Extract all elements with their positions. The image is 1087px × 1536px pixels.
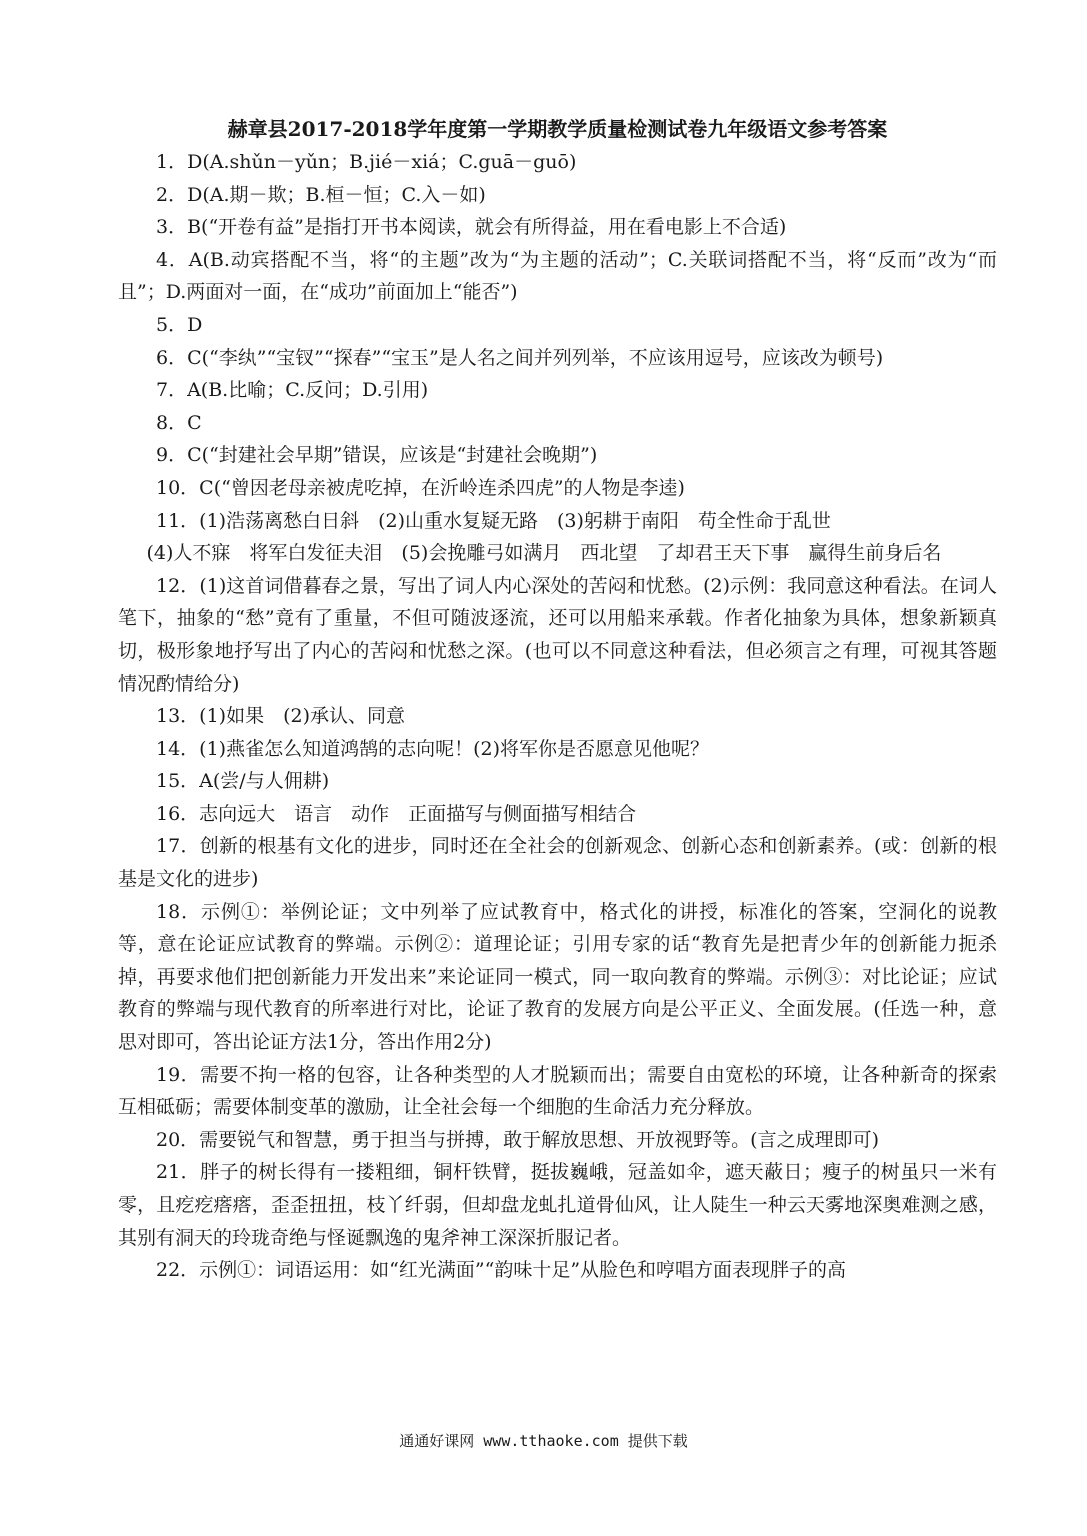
answer-item-11-continued: (4)人不寐 将军白发征夫泪 (5)会挽雕弓如满月 西北望 了却君王天下事 赢得生前身后名 (146, 542, 942, 565)
answer-list (118, 146, 997, 1287)
answer-item-16: 16．志向远大 语言 动作 正面描写与侧面描写相结合 (156, 802, 637, 825)
answer-item-9: 9．C(“封建社会早期”错误，应该是“封建社会晚期”) (156, 444, 598, 467)
answer-item-5: 5．D (156, 313, 203, 336)
answer-item-19: 19．需要不拘一格的包容，让各种类型的人才脱颖而出；需要自由宽松的环境，让各种新奇的探索互相砥砺；需要体制变革的激励，让全社会每一个细胞的生命活力充分释放。 (118, 1063, 997, 1119)
answer-item-17: 17．创新的根基有文化的进步，同时还在全社会的创新观念、创新心态和创新素养。(或：创新的根基是文化的进步) (118, 835, 997, 891)
answer-item-1: 1．D(A.shǔn－yǔn；B.jié－xiá；C.guā－guō) (156, 151, 577, 173)
answer-item-4: 4．A(B.动宾搭配不当，将“的主题”改为“为主题的活动”；C.关联词搭配不当，将“反而”改为“而且”；D.两面对一面，在“成功”前面加上“能否”) (118, 248, 997, 304)
page-title: 赫章县2017-2018学年度第一学期教学质量检测试卷九年级语文参考答案 (227, 117, 888, 141)
answer-item-13: 13．(1)如果 (2)承认、同意 (156, 705, 406, 728)
page-footer: 通通好课网 www.tthaoke.com 提供下载 (399, 1432, 688, 1450)
answer-item-12: 12．(1)这首词借暮春之景，写出了词人内心深处的苦闷和忧愁。(2)示例：我同意这种看法。在词人笔下，抽象的“愁”竟有了重量，不但可随波逐流，还可以用船来承载。作者化抽象为具体，想象新颖真切，极形象地抒写出了内心的苦闷和忧愁之深。(也可以不同意这种看法，但必须言之有理，可视其答题情况酌情给分) (118, 574, 997, 695)
answer-item-18: 18．示例①：举例论证；文中列举了应试教育中，格式化的讲授，标准化的答案，空洞化的说教等，意在论证应试教育的弊端。示例②：道理论证；引用专家的话“教育先是把青少年的创新能力扼杀掉，再要求他们把创新能力开发出来”来论证同一模式，同一取向教育的弊端。示例③：对比论证；应试教育的弊端与现代教育的所率进行对比，论证了教育的发展方向是公平正义、全面发展。(任选一种，意思对即可，答出论证方法1分，答出作用2分) (118, 900, 997, 1054)
answer-item-14: 14．(1)燕雀怎么知道鸿鹄的志向呢！(2)将军你是否愿意见他呢？ (156, 737, 710, 760)
answer-item-2: 2．D(A.期－欺；B.桓－恒；C.入－如) (156, 183, 486, 206)
answer-item-10: 10．C(“曾因老母亲被虎吃掉，在沂岭连杀四虎”的人物是李逵) (156, 476, 685, 499)
answer-item-15: 15．A(尝/与人佣耕) (156, 770, 330, 793)
answer-item-8: 8．C (156, 411, 202, 434)
answer-item-21: 21．胖子的树长得有一搂粗细，铜杆铁臂，挺拔巍峨，冠盖如伞，遮天蔽日；瘦子的树虽只一米有零，且疙疙瘩瘩，歪歪扭扭，枝丫纤弱，但却盘龙虬扎道骨仙风，让人陡生一种云天雾地深奥难测之感，其别有洞天的玲珑奇绝与怪诞飘逸的鬼斧神工深深折服记者。 (118, 1161, 997, 1249)
answer-item-11: 11．(1)浩荡离愁白日斜 (2)山重水复疑无路 (3)躬耕于南阳 苟全性命于乱世 (156, 509, 831, 532)
answer-item-7: 7．A(B.比喻；C.反问；D.引用) (156, 379, 429, 402)
answer-item-22: 22．示例①：词语运用：如“红光满面”“韵味十足”从脸色和哼唱方面表现胖子的高 (156, 1259, 847, 1282)
answer-item-3: 3．B(“开卷有益”是指打开书本阅读，就会有所得益，用在看电影上不合适) (156, 216, 787, 239)
answer-item-6: 6．C(“李纨”“宝钗”“探春”“宝玉”是人名之间并列列举，不应该用逗号，应该改为顿号) (156, 346, 884, 369)
answer-item-20: 20．需要锐气和智慧，勇于担当与拼搏，敢于解放思想、开放视野等。(言之成理即可) (156, 1128, 880, 1151)
